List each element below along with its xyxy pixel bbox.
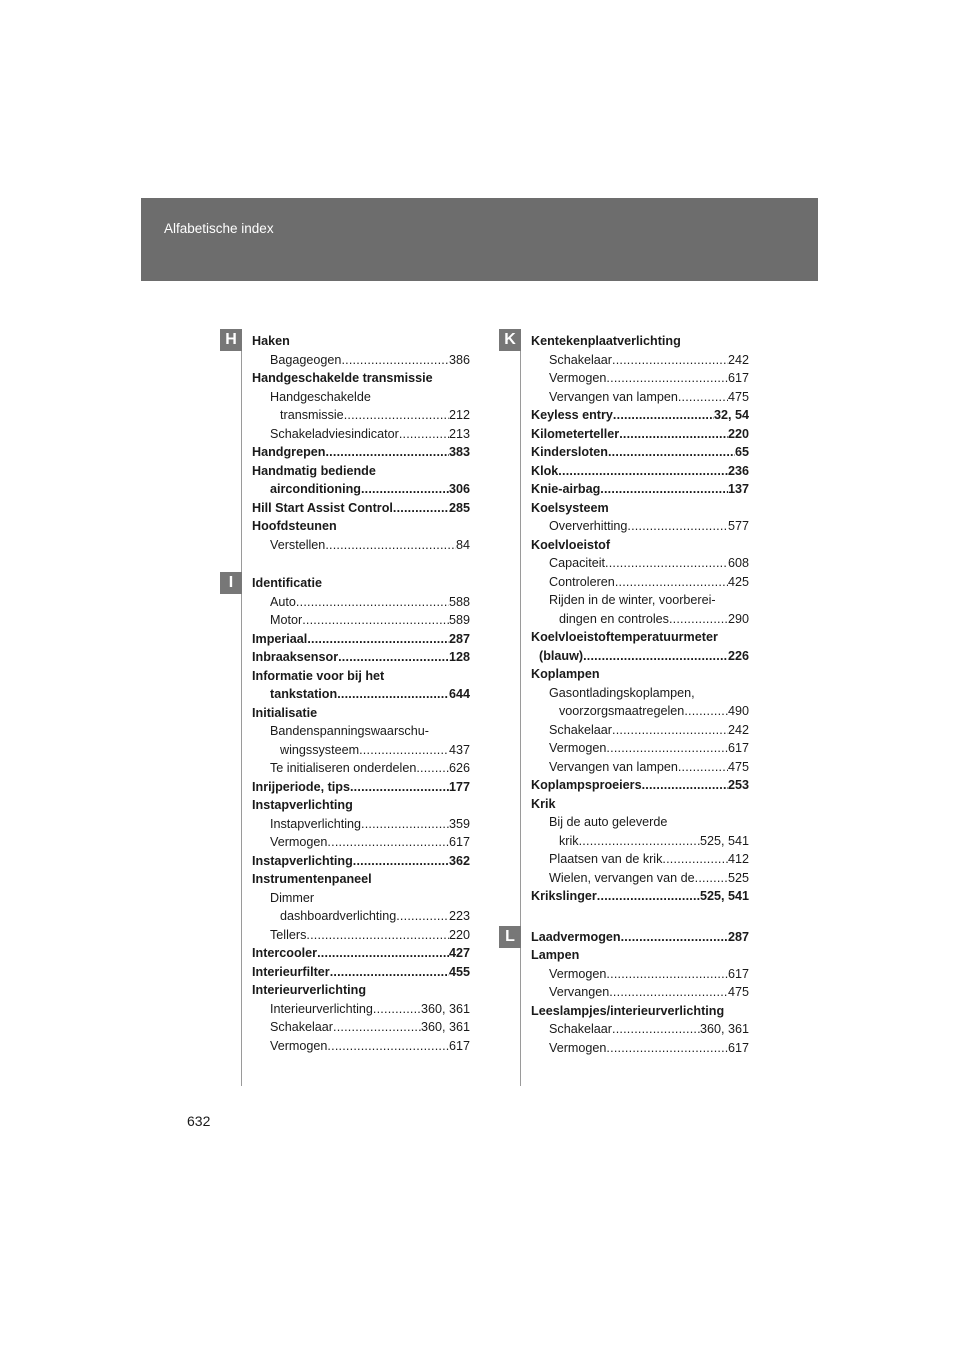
index-term: Vervangen <box>549 985 610 999</box>
dot-leader <box>558 462 728 481</box>
dot-leader <box>338 648 449 667</box>
index-entry <box>531 776 749 795</box>
index-entry <box>252 1000 470 1019</box>
dot-leader <box>695 869 728 888</box>
index-page-ref: 128 <box>448 650 470 664</box>
index-entry <box>531 965 749 984</box>
index-term: Vermogen <box>549 966 607 981</box>
index-entry <box>531 813 749 832</box>
dot-leader <box>606 369 728 388</box>
dot-leader <box>600 480 728 499</box>
index-entry <box>252 480 470 499</box>
section-letter-k: K <box>499 329 521 351</box>
index-term: wingssysteem <box>280 742 360 757</box>
index-term: Krik <box>531 796 556 811</box>
index-entry <box>252 406 470 425</box>
dot-leader <box>333 1018 421 1037</box>
dot-leader <box>642 776 728 795</box>
index-entry <box>252 815 470 834</box>
index-term: Vermogen <box>549 741 607 755</box>
index-entry <box>531 499 749 518</box>
dot-leader <box>325 443 449 462</box>
index-entry <box>252 778 470 797</box>
dot-leader <box>327 833 449 852</box>
index-page-ref: 306 <box>448 482 470 496</box>
index-term: dashboardverlichting <box>280 909 397 923</box>
index-term: Instrumentenpaneel <box>252 872 372 886</box>
dot-leader <box>678 388 728 407</box>
section-letter-h: H <box>220 329 242 351</box>
index-entry <box>531 665 749 684</box>
index-page-ref: 360, 361 <box>420 1001 470 1016</box>
index-page-ref: 290 <box>727 611 749 626</box>
index-term: Hoofdsteunen <box>252 519 337 533</box>
index-section-k <box>531 332 749 906</box>
index-page-ref: 617 <box>448 835 470 849</box>
dot-leader <box>597 887 700 906</box>
dot-leader <box>416 759 449 778</box>
dot-leader <box>605 554 728 573</box>
index-entry <box>252 704 470 723</box>
dot-leader <box>609 983 728 1002</box>
index-entry <box>531 388 749 407</box>
index-term: Koelvloeistof <box>531 537 611 552</box>
index-term: Inrijperiode, tips <box>252 779 350 794</box>
dot-leader <box>669 610 728 629</box>
index-term: Krikslinger <box>531 889 597 903</box>
dot-leader <box>684 702 728 721</box>
index-entry <box>252 517 470 536</box>
index-term: Vermogen <box>549 1040 607 1055</box>
index-term: Vervangen van lampen <box>549 389 678 404</box>
dot-leader <box>612 1020 700 1039</box>
index-term: Haken <box>252 334 290 348</box>
index-term: dingen en controles <box>559 611 669 626</box>
index-entry <box>531 702 749 721</box>
index-page-ref: 608 <box>727 556 749 570</box>
index-page-ref: 287 <box>448 631 470 646</box>
section-letter-i: I <box>220 572 242 594</box>
dot-leader <box>337 685 449 704</box>
index-entry <box>531 850 749 869</box>
index-entry <box>252 536 470 555</box>
index-term: Handmatig bediende <box>252 463 376 478</box>
index-term: Interieurfilter <box>252 964 330 979</box>
index-entry <box>252 889 470 908</box>
index-term: Bij de auto geleverde <box>549 815 668 829</box>
index-page-ref: 617 <box>727 741 749 755</box>
index-term: Wielen, vervangen van de <box>549 870 695 885</box>
index-term: Knie-airbag <box>531 482 601 496</box>
index-entry <box>531 887 749 906</box>
index-entry <box>252 981 470 1000</box>
index-page-ref: 287 <box>727 929 749 944</box>
index-entry <box>252 574 470 593</box>
dot-leader <box>606 739 728 758</box>
index-page-ref: 242 <box>727 722 749 737</box>
index-entry <box>531 443 749 462</box>
dot-leader <box>393 499 449 518</box>
index-page-ref: 617 <box>727 966 749 981</box>
index-entry <box>531 928 749 947</box>
index-term: Informatie voor bij het <box>252 668 385 683</box>
index-term: Instapverlichting <box>252 853 353 868</box>
page-number: 632 <box>187 1113 211 1129</box>
dot-leader <box>302 611 449 630</box>
dot-leader <box>327 1037 449 1056</box>
index-term: Oververhitting <box>549 519 628 533</box>
index-page-ref: 589 <box>448 613 470 627</box>
index-term: Handgeschakelde transmissie <box>252 371 433 385</box>
index-entry <box>252 796 470 815</box>
index-page-ref: 223 <box>448 909 470 923</box>
index-page-ref: 84 <box>455 537 470 552</box>
dot-leader <box>613 406 714 425</box>
index-page-ref: 213 <box>448 426 470 441</box>
index-page-ref: 220 <box>448 927 470 942</box>
index-term: Dimmer <box>270 890 315 905</box>
index-term: Initialisatie <box>252 705 318 720</box>
dot-leader <box>341 351 449 370</box>
index-page-ref: 626 <box>448 761 470 775</box>
index-term: Capaciteit <box>549 556 606 570</box>
index-entry <box>531 480 749 499</box>
dot-leader <box>307 630 449 649</box>
index-page-ref: 644 <box>448 687 470 701</box>
index-term: Instapverlichting <box>252 798 353 812</box>
dot-leader <box>317 944 449 963</box>
index-entry <box>531 684 749 703</box>
index-entry <box>252 425 470 444</box>
index-entry <box>252 722 470 741</box>
index-entry <box>252 443 470 462</box>
dot-leader <box>396 907 449 926</box>
index-term: Handgeschakelde <box>270 389 371 404</box>
index-page-ref: 588 <box>448 594 470 609</box>
index-term: Kentekenplaatverlichting <box>531 334 681 348</box>
index-entry <box>531 721 749 740</box>
index-term: Keyless entry <box>531 408 613 422</box>
dot-leader <box>606 965 728 984</box>
dot-leader <box>678 758 728 777</box>
index-term: Schakelaar <box>549 1022 613 1036</box>
index-entry <box>531 591 749 610</box>
dot-leader <box>606 1039 728 1058</box>
index-term: Plaatsen van de krik <box>549 852 663 866</box>
index-page-ref: 65 <box>734 445 749 459</box>
index-page-ref: 475 <box>727 759 749 774</box>
index-page-ref: 236 <box>727 463 749 478</box>
index-page-ref: 490 <box>727 704 749 718</box>
index-entry <box>531 536 749 555</box>
index-page-ref: 242 <box>727 352 749 367</box>
index-entry <box>252 499 470 518</box>
index-entry <box>252 1018 470 1037</box>
index-term: transmissie <box>280 408 344 422</box>
index-term: Schakeladviesindicator <box>270 426 399 441</box>
index-entry <box>252 870 470 889</box>
index-entry <box>531 1002 749 1021</box>
index-page-ref: 525 <box>727 870 749 885</box>
index-term: Tellers <box>270 927 307 942</box>
page-header <box>141 198 818 281</box>
index-page-ref: 32, 54 <box>713 408 749 422</box>
index-term: Rijden in de winter, voorberei- <box>549 593 716 607</box>
index-page-ref: 285 <box>448 500 470 515</box>
dot-leader <box>619 425 728 444</box>
index-term: Intercooler <box>252 946 318 960</box>
dot-leader <box>373 1000 421 1019</box>
dot-leader <box>612 351 728 370</box>
index-term: Auto <box>270 594 296 609</box>
index-term: tankstation <box>270 687 338 701</box>
index-section-i <box>252 574 470 1055</box>
index-page-ref: 525, 541 <box>699 833 749 848</box>
dot-leader <box>359 741 449 760</box>
index-entry <box>531 462 749 481</box>
index-entry <box>252 1037 470 1056</box>
index-entry <box>531 1039 749 1058</box>
index-entry <box>252 593 470 612</box>
index-term: Verstellen <box>270 537 326 552</box>
index-entry <box>531 628 749 647</box>
index-entry <box>531 517 749 536</box>
dot-leader <box>296 593 449 612</box>
index-entry <box>252 388 470 407</box>
index-term: Vermogen <box>549 371 607 385</box>
dot-leader <box>621 928 728 947</box>
dot-leader <box>344 406 449 425</box>
index-entry <box>252 685 470 704</box>
index-page-ref: 617 <box>448 1038 470 1053</box>
index-term: airconditioning <box>270 482 361 496</box>
index-page-ref: 359 <box>448 816 470 831</box>
index-term: Identificatie <box>252 576 322 590</box>
index-term: Interieurverlichting <box>252 983 367 997</box>
dot-leader <box>350 778 449 797</box>
column-divider-right <box>520 329 521 1086</box>
index-column-right <box>531 332 749 1057</box>
index-term: Koelsysteem <box>531 500 609 515</box>
index-entry <box>531 869 749 888</box>
index-entry <box>252 833 470 852</box>
index-page-ref: 226 <box>727 648 749 663</box>
index-term: Bagageogen <box>270 352 342 367</box>
column-divider-left <box>241 329 242 1086</box>
dot-leader <box>579 832 700 851</box>
index-section-l <box>531 928 749 1058</box>
index-entry <box>531 573 749 592</box>
index-term: Laadvermogen <box>531 929 621 944</box>
index-entry <box>252 907 470 926</box>
index-entry <box>531 983 749 1002</box>
index-term: (blauw) <box>539 648 584 663</box>
dot-leader <box>612 721 728 740</box>
index-term: Gasontladingskoplampen, <box>549 685 695 700</box>
dot-leader <box>330 963 449 982</box>
dot-leader <box>627 517 728 536</box>
dot-leader <box>325 536 456 555</box>
index-entry <box>531 554 749 573</box>
index-page-ref: 412 <box>727 852 749 866</box>
index-term: Klok <box>531 463 559 478</box>
index-entry <box>531 832 749 851</box>
index-term: Vermogen <box>270 1038 328 1053</box>
index-page-ref: 212 <box>448 408 470 422</box>
dot-leader <box>361 815 449 834</box>
index-entry <box>252 648 470 667</box>
dot-leader <box>306 926 449 945</box>
index-term: Instapverlichting <box>270 816 362 831</box>
index-term: voorzorgsmaatregelen <box>559 704 685 718</box>
index-entry <box>531 351 749 370</box>
index-page-ref: 427 <box>448 946 470 960</box>
index-term: Vermogen <box>270 835 328 849</box>
index-page-ref: 577 <box>727 519 749 533</box>
index-entry <box>252 741 470 760</box>
dot-leader <box>615 573 728 592</box>
index-page-ref: 437 <box>448 742 470 757</box>
index-entry <box>252 926 470 945</box>
index-term: Schakelaar <box>549 722 613 737</box>
index-section-h <box>252 332 470 554</box>
index-entry <box>252 963 470 982</box>
index-entry <box>252 944 470 963</box>
index-entry <box>252 667 470 686</box>
index-page-ref: 617 <box>727 371 749 385</box>
index-term: Koelvloeistoftemperatuurmeter <box>531 630 718 644</box>
index-term: krik <box>559 833 579 848</box>
index-term: Bandenspanningswaarschu- <box>270 724 429 738</box>
index-entry <box>252 630 470 649</box>
index-page-ref: 177 <box>448 779 470 794</box>
index-term: Koplampen <box>531 667 600 681</box>
index-page-ref: 360, 361 <box>420 1020 470 1034</box>
index-term: Te initialiseren onderdelen <box>270 761 417 775</box>
index-page-ref: 475 <box>727 985 749 999</box>
index-entry <box>252 369 470 388</box>
index-entry <box>531 795 749 814</box>
index-entry <box>531 1020 749 1039</box>
index-page-ref: 525, 541 <box>699 889 749 903</box>
section-letter-l: L <box>499 926 521 948</box>
index-entry <box>531 647 749 666</box>
index-term: Koplampsproeiers <box>531 778 642 792</box>
index-entry <box>252 351 470 370</box>
index-term: Controleren <box>549 574 615 589</box>
index-term: Kindersloten <box>531 445 608 459</box>
index-page-ref: 253 <box>727 778 749 792</box>
index-term: Lampen <box>531 948 580 962</box>
index-page-ref: 362 <box>448 853 470 868</box>
index-term: Hill Start Assist Control <box>252 500 393 515</box>
dot-leader <box>662 850 728 869</box>
dot-leader <box>353 852 449 871</box>
index-entry <box>531 369 749 388</box>
index-entry <box>531 610 749 629</box>
index-entry <box>252 462 470 481</box>
dot-leader <box>361 480 449 499</box>
index-page-ref: 220 <box>727 426 749 441</box>
index-term: Motor <box>270 613 303 627</box>
index-page-ref: 617 <box>727 1040 749 1055</box>
dot-leader <box>583 647 728 666</box>
index-page-ref: 425 <box>727 574 749 589</box>
index-term: Kilometerteller <box>531 426 620 441</box>
index-term: Schakelaar <box>270 1020 334 1034</box>
index-entry <box>531 406 749 425</box>
index-entry <box>252 611 470 630</box>
index-term: Vervangen van lampen <box>549 759 678 774</box>
index-entry <box>531 758 749 777</box>
index-entry <box>531 425 749 444</box>
index-term: Inbraaksensor <box>252 650 339 664</box>
dot-leader <box>608 443 735 462</box>
index-term: Schakelaar <box>549 352 613 367</box>
index-term: Handgrepen <box>252 445 326 459</box>
dot-leader <box>399 425 449 444</box>
index-entry <box>252 332 470 351</box>
index-term: Interieurverlichting <box>270 1001 373 1016</box>
index-column-left <box>252 332 470 1055</box>
index-page-ref: 137 <box>727 482 749 496</box>
index-entry <box>531 332 749 351</box>
index-page-ref: 386 <box>448 352 470 367</box>
index-entry <box>252 759 470 778</box>
index-term: Imperiaal <box>252 631 308 646</box>
index-entry <box>252 852 470 871</box>
index-page-ref: 383 <box>448 445 470 459</box>
index-page-ref: 455 <box>448 964 470 979</box>
index-page-ref: 360, 361 <box>699 1022 749 1036</box>
index-term: Leeslampjes/interieurverlichting <box>531 1003 725 1018</box>
index-entry <box>531 739 749 758</box>
index-page-ref: 475 <box>727 389 749 404</box>
header-title: Alfabetische index <box>164 221 274 236</box>
index-entry <box>531 946 749 965</box>
